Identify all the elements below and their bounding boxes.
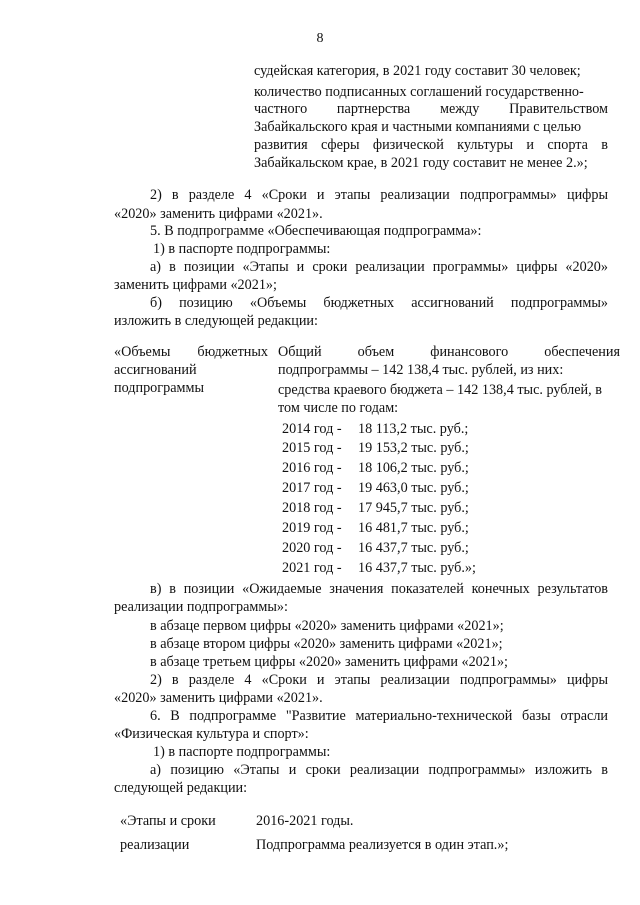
year-amount: 16 481,7 тыс. руб.; bbox=[358, 520, 469, 536]
year-amount: 18 106,2 тыс. руб.; bbox=[358, 460, 469, 476]
year-label: 2018 год - bbox=[282, 500, 342, 516]
para-2b-line-1: 2) в разделе 4 «Сроки и этапы реализации подпрограммы» цифры bbox=[150, 672, 608, 688]
year-amount: 19 463,0 тыс. руб.; bbox=[358, 480, 469, 496]
year-label: 2014 год - bbox=[282, 421, 342, 437]
top-line-1: судейская категория, в 2021 году составит 30 человек; bbox=[254, 63, 581, 79]
table1-left-line-3: подпрограммы bbox=[114, 380, 204, 396]
section-5-b-line-1: б) позицию «Объемы бюджетных ассигнований подпрограммы» bbox=[150, 295, 608, 311]
table1-left-line-1: «Объемы бюджетных bbox=[114, 344, 268, 360]
abzac-3: в абзаце третьем цифры «2020» заменить цифрами «2021»; bbox=[150, 654, 508, 670]
section-6-line-2: «Физическая культура и спорт»: bbox=[114, 726, 309, 742]
para-v-line-1: в) в позиции «Ожидаемые значения показателей конечных результатов bbox=[150, 581, 608, 597]
year-label: 2021 год - bbox=[282, 560, 342, 576]
year-label: 2019 год - bbox=[282, 520, 342, 536]
year-label: 2016 год - bbox=[282, 460, 342, 476]
abzac-2: в абзаце втором цифры «2020» заменить цифрами «2021»; bbox=[150, 636, 503, 652]
table1-right-line-1: Общий объем финансового обеспечения bbox=[278, 344, 620, 360]
top-line-3: частного партнерства между Правительством bbox=[254, 101, 608, 117]
year-amount: 16 437,7 тыс. руб.; bbox=[358, 540, 469, 556]
page-number: 8 bbox=[316, 31, 324, 46]
section-5-a-line-1: а) в позиции «Этапы и сроки реализации программы» цифры «2020» bbox=[150, 259, 608, 275]
table1-right-line-3: средства краевого бюджета – 142 138,4 тыс. рублей, в bbox=[278, 382, 602, 398]
para-2-line-1: 2) в разделе 4 «Сроки и этапы реализации подпрограммы» цифры bbox=[150, 187, 608, 203]
table1-right-line-2: подпрограммы – 142 138,4 тыс. рублей, из них: bbox=[278, 362, 564, 378]
table2-left-line-2: реализации bbox=[120, 837, 190, 853]
para-2-line-2: «2020» заменить цифрами «2021». bbox=[114, 206, 323, 222]
year-amount: 17 945,7 тыс. руб.; bbox=[358, 500, 469, 516]
top-line-6: Забайкальском крае, в 2021 году составит не менее 2.»; bbox=[254, 155, 588, 171]
year-amount: 16 437,7 тыс. руб.»; bbox=[358, 560, 476, 576]
para-2b-line-2: «2020» заменить цифрами «2021». bbox=[114, 690, 323, 706]
section-6-line-1: 6. В подпрограмме "Развитие материально-технической базы отрасли bbox=[150, 708, 608, 724]
section-6-a-line-2: следующей редакции: bbox=[114, 780, 248, 796]
section-5-a-line-2: заменить цифрами «2021»; bbox=[114, 277, 277, 293]
year-amount: 18 113,2 тыс. руб.; bbox=[358, 421, 469, 437]
section-5-b-line-2: изложить в следующей редакции: bbox=[114, 313, 318, 329]
table2-right-line-2: Подпрограмма реализуется в один этап.»; bbox=[256, 837, 509, 853]
abzac-1: в абзаце первом цифры «2020» заменить цифрами «2021»; bbox=[150, 618, 504, 634]
year-label: 2017 год - bbox=[282, 480, 342, 496]
table2-left-line-1: «Этапы и сроки bbox=[120, 813, 216, 829]
year-label: 2020 год - bbox=[282, 540, 342, 556]
top-line-5: развития сферы физической культуры и спорта в bbox=[254, 137, 608, 153]
para-v-line-2: реализации подпрограммы»: bbox=[114, 599, 288, 615]
section-6-a-line-1: а) позицию «Этапы и сроки реализации подпрограммы» изложить в bbox=[150, 762, 608, 778]
year-amount: 19 153,2 тыс. руб.; bbox=[358, 440, 469, 456]
table1-right-line-4: том числе по годам: bbox=[278, 400, 399, 416]
top-line-4: Забайкальского края и частными компаниями с целью bbox=[254, 119, 582, 135]
year-label: 2015 год - bbox=[282, 440, 342, 456]
table1-left-line-2: ассигнований bbox=[114, 362, 197, 378]
table2-right-line-1: 2016-2021 годы. bbox=[256, 813, 354, 829]
top-line-2: количество подписанных соглашений государственно- bbox=[254, 84, 584, 100]
section-6-item-1: 1) в паспорте подпрограммы: bbox=[153, 744, 331, 760]
section-5-heading: 5. В подпрограмме «Обеспечивающая подпрограмма»: bbox=[150, 223, 482, 239]
section-5-item-1: 1) в паспорте подпрограммы: bbox=[153, 241, 331, 257]
